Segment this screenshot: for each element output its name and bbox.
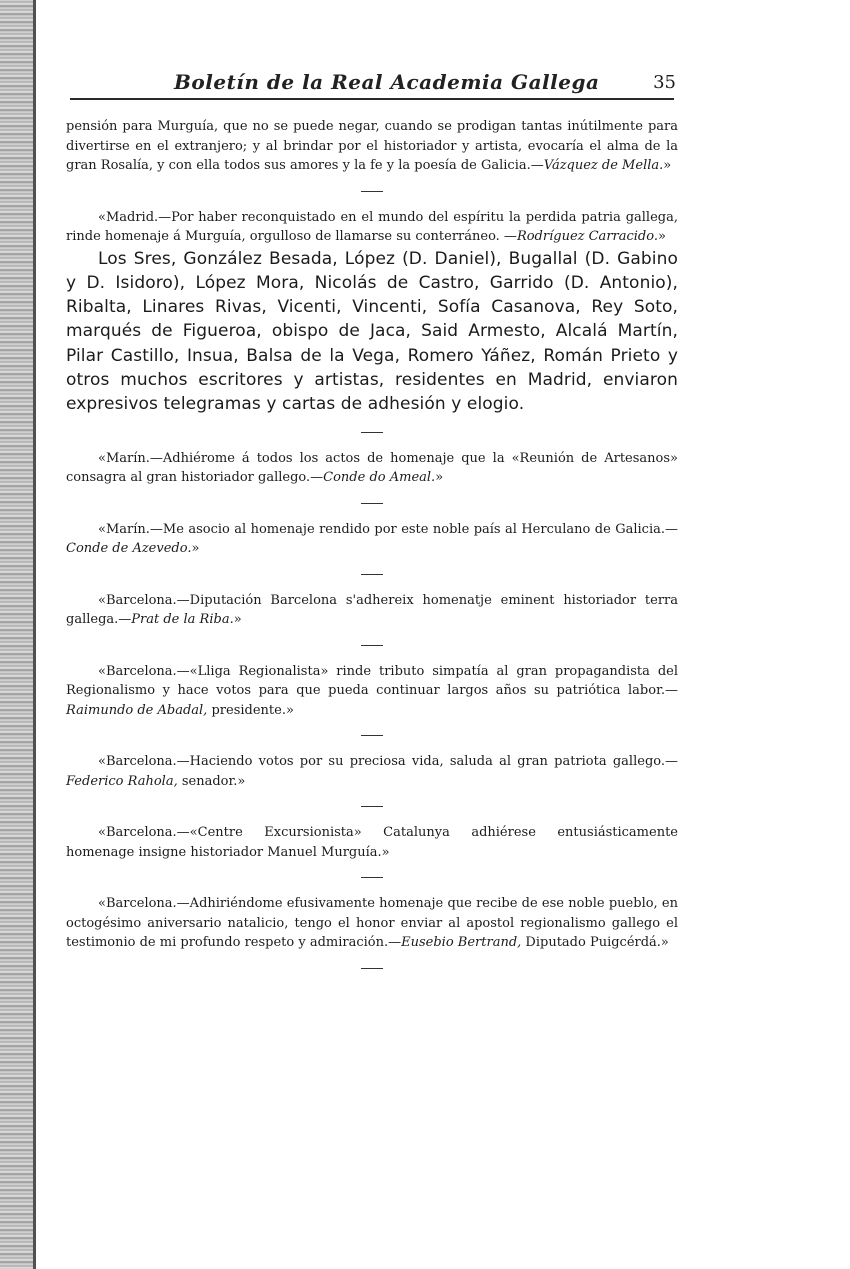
entry-marin-ameal: «Marín.—Adhiérome á todos los actos de homenaje que la «Reunión de Artesanos» consagra al gran historiador gallego.—Conde do Ameal.» — [66, 450, 678, 486]
page-number: 35 — [653, 72, 676, 93]
separator-dash — [361, 191, 383, 192]
separator-dash — [361, 432, 383, 433]
entry-barcelona-prat: «Barcelona.—Diputación Barcelona s'adhereix homenatje eminent historiador terra gallega.—Prat de la Riba.» — [66, 592, 678, 628]
separator-dash — [361, 735, 383, 736]
separator-dash — [361, 574, 383, 575]
entry-madrid-carracido: «Madrid.—Por haber reconquistado en el mundo del espíritu la perdida patria gallega, rinde homenaje á Murguía, orgulloso de llamarse su conterráneo. —Rodríguez Carracido.» — [66, 209, 678, 244]
page-header — [66, 62, 678, 98]
entry-vazquez-de-mella: pensión para Murguía, que no se puede negar, cuando se prodigan tantas inútilmente para divertirse en el extranjero; y al brindar por el historiador y artista, evocaría el alma de la gran Rosalía, y con ella todos sus amores y la fe y la poesía de Galicia.—Vázquez de Mella.» — [66, 119, 678, 173]
book-binding-edge — [0, 0, 34, 1269]
separator-dash — [361, 806, 383, 807]
entry-barcelona-centre-excursionista: «Barcelona.—«Centre Excursionista» Catalunya adhiérese entusiásticamente homenage insigne historiador Manuel Murguía.» — [66, 825, 678, 860]
separator-dash — [361, 503, 383, 504]
entry-barcelona-rahola: «Barcelona.—Haciendo votos por su preciosa vida, saluda al gran patriota gallego.—Federico Rahola, senador.» — [66, 754, 678, 789]
header-rule — [70, 98, 674, 100]
page-body — [66, 117, 678, 985]
running-title: Boletín de la Real Academia Gallega — [174, 70, 600, 94]
separator-dash — [361, 877, 383, 878]
entry-barcelona-bertrand: «Barcelona.—Adhiriéndome efusivamente homenaje que recibe de ese noble pueblo, en octogésimo aniversario natalicio, tengo el honor enviar al apostol regionalismo gallego el testimonio de mi profundo respeto y admiración.—Eusebio Bertrand, Diputado Puigcérdá.» — [66, 896, 678, 951]
separator-dash — [361, 968, 383, 969]
separator-dash — [361, 645, 383, 646]
entry-barcelona-abadal: «Barcelona.—«Lliga Regionalista» rinde tributo simpatía al gran propagandista del Regionalismo y hace votos para que pueda continuar largos años su patriótica labor.—Raimundo de Abadal, presidente.» — [66, 663, 678, 718]
entry-madrid-adhesions: Los Sres, González Besada, López (D. Daniel), Bugallal (D. Gabino y D. Isidoro), López Mora, Nicolás de Castro, Garrido (D. Antonio), Ribalta, Linares Rivas, Vicenti, Vincenti, Sofía Casanova, Rey Soto, marqués de Figueroa, obispo de Jaca, Said Armesto, Alcalá Martín, Pilar Castillo, Insua, Balsa de la Vega, Romero Yáñez, Román Prieto y otros muchos escritores y artistas, residentes en Madrid, enviaron expresivos telegramas y cartas de adhesión y elogio. — [66, 248, 678, 415]
entry-marin-azevedo: «Marín.—Me asocio al homenaje rendido por este noble país al Herculano de Galicia.—Conde de Azevedo.» — [66, 521, 678, 557]
